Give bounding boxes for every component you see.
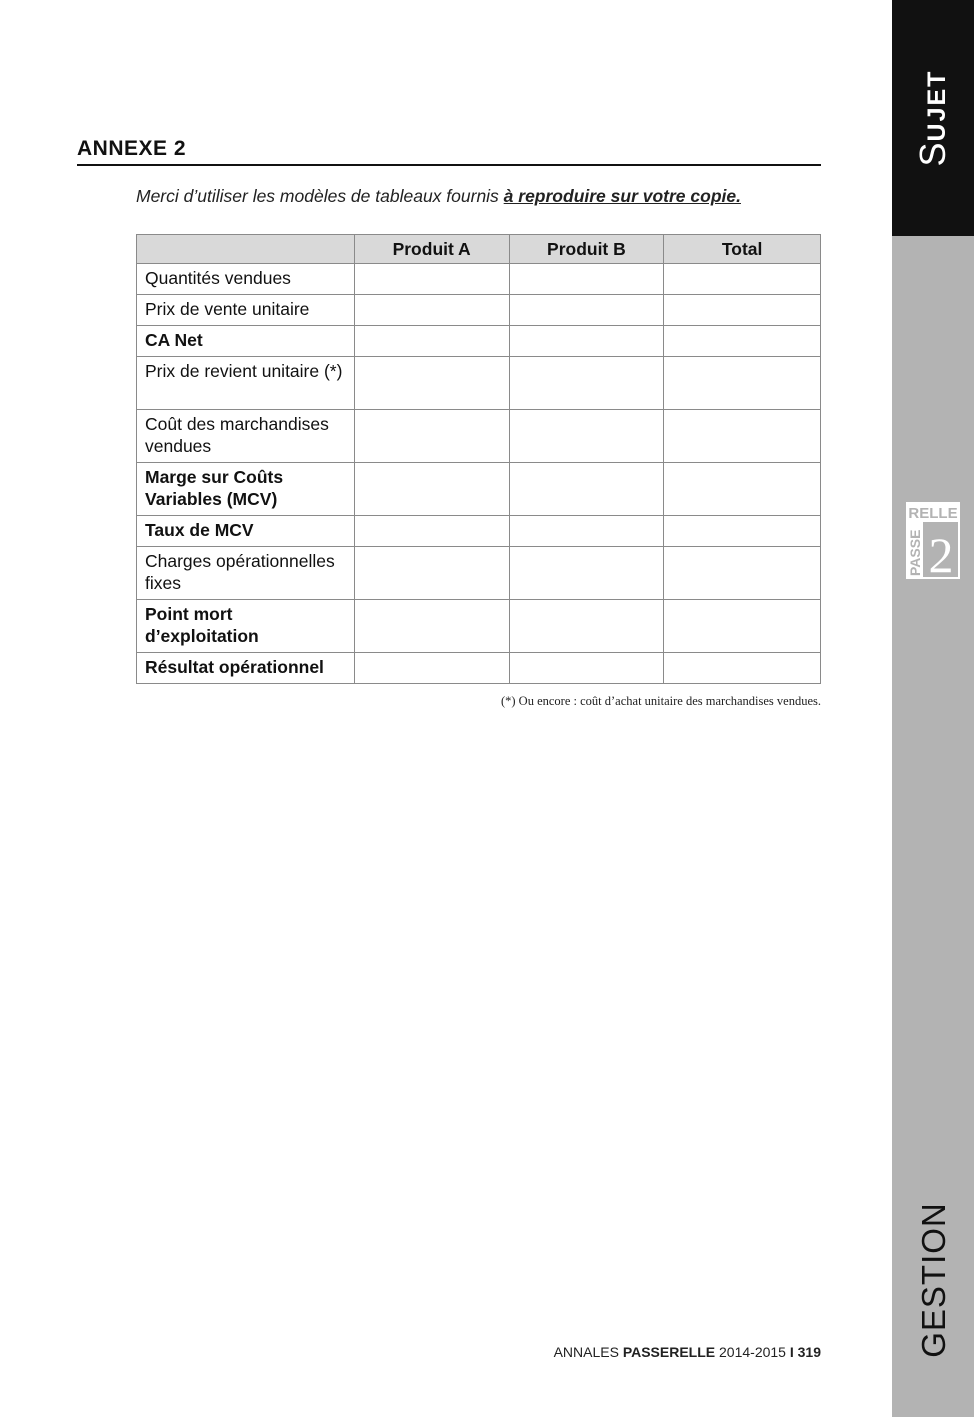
header-cell-empty [137, 235, 355, 264]
empty-cell [354, 653, 509, 684]
empty-cell [509, 653, 664, 684]
empty-cell [664, 516, 821, 547]
empty-cell [664, 357, 821, 410]
empty-cell [509, 547, 664, 600]
page-footer [554, 1344, 821, 1360]
row-label: Prix de vente unitaire [137, 295, 355, 326]
header-cell-total: Total [664, 235, 821, 264]
sidebar-top-block [892, 0, 974, 236]
sujet-rest: UJET [923, 69, 951, 142]
row-label: Point mort d’exploitation [137, 600, 355, 653]
table-row [137, 326, 821, 357]
footer-years: 2014-2015 [715, 1344, 790, 1360]
logo-top-text: RELLE [908, 505, 958, 522]
table-row [137, 516, 821, 547]
empty-cell [664, 547, 821, 600]
sujet-label [912, 70, 954, 167]
table-row [137, 357, 821, 410]
row-label: Marge sur Coûts Variables (MCV) [137, 463, 355, 516]
empty-cell [354, 463, 509, 516]
logo-side-text: PASSE [907, 529, 923, 576]
page-number: 319 [797, 1344, 821, 1360]
logo-number: 2 [928, 527, 954, 579]
empty-cell [509, 463, 664, 516]
empty-cell [354, 410, 509, 463]
empty-cell [354, 357, 509, 410]
empty-cell [664, 264, 821, 295]
instructions-emphasis: à reproduire sur votre copie. [503, 186, 741, 206]
row-label: Charges opérationnelles fixes [137, 547, 355, 600]
passerelle-2-logo [906, 502, 960, 579]
row-label: CA Net [137, 326, 355, 357]
empty-cell [354, 326, 509, 357]
sidebar [892, 0, 974, 1417]
header-cell-produit-a: Produit A [354, 235, 509, 264]
table-row [137, 547, 821, 600]
empty-cell [509, 264, 664, 295]
empty-cell [354, 264, 509, 295]
footer-separator: I [789, 1344, 794, 1360]
row-label: Quantités vendues [137, 264, 355, 295]
row-label: Résultat opérationnel [137, 653, 355, 684]
empty-cell [664, 326, 821, 357]
empty-cell [509, 295, 664, 326]
row-label: Prix de revient unitaire (*) [137, 357, 355, 410]
table-header-row [137, 235, 821, 264]
table-row [137, 295, 821, 326]
table-row [137, 653, 821, 684]
header-cell-produit-b: Produit B [509, 235, 664, 264]
table-row [137, 410, 821, 463]
footer-prefix: ANNALES [553, 1344, 623, 1360]
empty-cell [664, 295, 821, 326]
model-table [136, 234, 821, 684]
empty-cell [354, 295, 509, 326]
sujet-initial: S [912, 141, 953, 167]
empty-cell [664, 600, 821, 653]
row-label: Taux de MCV [137, 516, 355, 547]
row-label: Coût des marchandises vendues [137, 410, 355, 463]
empty-cell [509, 410, 664, 463]
empty-cell [509, 600, 664, 653]
empty-cell [509, 516, 664, 547]
empty-cell [664, 463, 821, 516]
empty-cell [509, 357, 664, 410]
footnote: (*) Ou encore : coût d’achat unitaire des marchandises vendues. [500, 694, 821, 708]
empty-cell [354, 600, 509, 653]
empty-cell [354, 547, 509, 600]
gestion-label: GESTION [915, 1202, 952, 1358]
table-row [137, 600, 821, 653]
empty-cell [354, 516, 509, 547]
empty-cell [664, 410, 821, 463]
table-row [137, 463, 821, 516]
footer-brand: PASSERELLE [622, 1344, 716, 1360]
empty-cell [509, 326, 664, 357]
instructions-text [136, 186, 741, 207]
table-row [137, 264, 821, 295]
empty-cell [664, 653, 821, 684]
instructions-prefix: Merci d’utiliser les modèles de tableaux fournis [136, 186, 504, 206]
annexe-heading: ANNEXE 2 [77, 137, 821, 166]
